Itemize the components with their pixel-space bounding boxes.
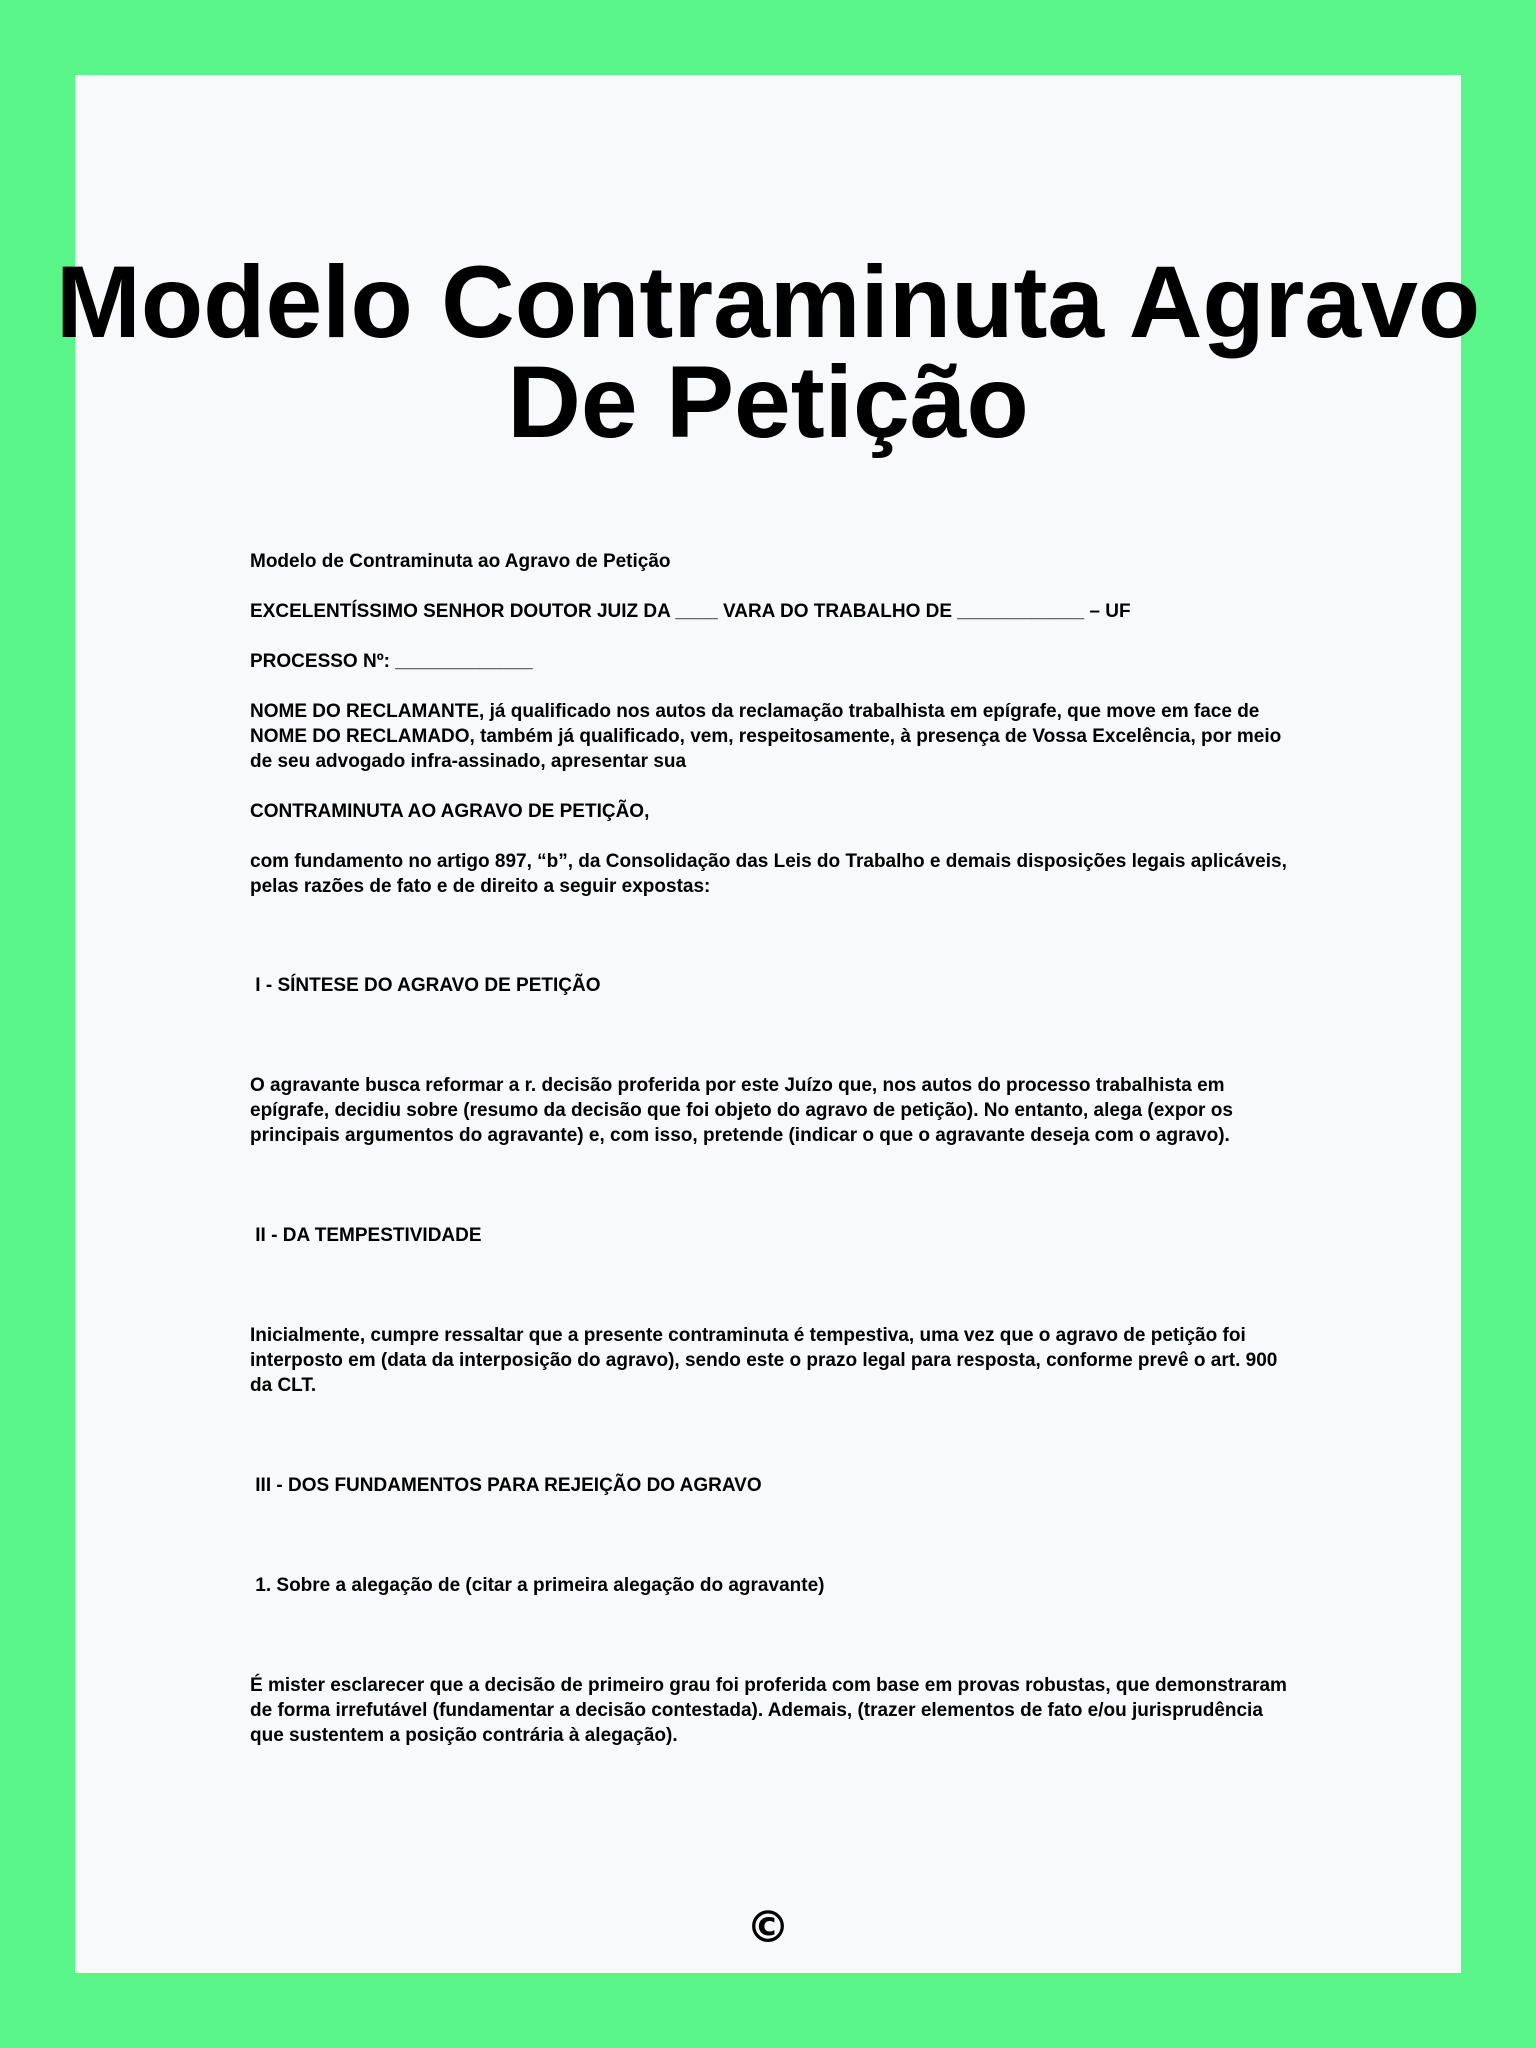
copyright-icon: ©: [746, 1902, 790, 1953]
process-number: PROCESSO Nº: _____________: [250, 651, 533, 672]
sintese-paragraph: O agravante busca reformar a r. decisão proferida por este Juízo que, nos autos do processo trabalhista em epígrafe, decidiu sobre (resumo da decisão que foi objeto do agravo de petição). No entanto, alega (expor os principais argumentos do agravante) e, com isso, pretende (indicar o que o agravante deseja com o agravo).: [250, 1075, 1239, 1146]
document-body: [250, 549, 1293, 1748]
document-title: Modelo Contraminuta Agravo De Petição: [55, 245, 1481, 459]
section-heading-sintese: I - SÍNTESE DO AGRAVO DE PETIÇÃO: [250, 975, 601, 996]
tempestividade-paragraph: Inicialmente, cumpre ressaltar que a presente contraminuta é tempestiva, uma vez que o agravo de petição foi interposto em (data da interposição do agravo), sendo este o prazo legal para resposta, conforme prevê o art. 900 da CLT.: [250, 1325, 1283, 1396]
legal-basis-paragraph: com fundamento no artigo 897, “b”, da Consolidação das Leis do Trabalho e demais disposições legais aplicáveis, pelas razões de fato e de direito a seguir expostas:: [250, 851, 1293, 897]
intro-paragraph: NOME DO RECLAMANTE, já qualificado nos autos da reclamação trabalhista em epígrafe, que move em face de NOME DO RECLAMADO, também já qualificado, vem, respeitosamente, à presença de Vossa Excelência, por meio de seu advogado infra-assinado, apresentar sua: [250, 701, 1287, 772]
section-heading-fundamentos: III - DOS FUNDAMENTOS PARA REJEIÇÃO DO AGRAVO: [250, 1475, 762, 1496]
fundamentos-paragraph: É mister esclarecer que a decisão de primeiro grau foi proferida com base em provas robustas, que demonstraram de forma irrefutável (fundamentar a decisão contestada). Ademais, (trazer elementos de fato e/ou jurisprudência que sustentem a posição contrária à alegação).: [250, 1675, 1293, 1746]
petition-name: CONTRAMINUTA AO AGRAVO DE PETIÇÃO,: [250, 801, 650, 822]
subsection-heading-alegacao: 1. Sobre a alegação de (citar a primeira alegação do agravante): [250, 1575, 825, 1596]
court-address: EXCELENTÍSSIMO SENHOR DOUTOR JUIZ DA ____ VARA DO TRABALHO DE ____________ – UF: [250, 601, 1131, 622]
document-heading: Modelo de Contraminuta ao Agravo de Petição: [250, 551, 671, 572]
section-heading-tempestividade: II - DA TEMPESTIVIDADE: [250, 1225, 482, 1246]
